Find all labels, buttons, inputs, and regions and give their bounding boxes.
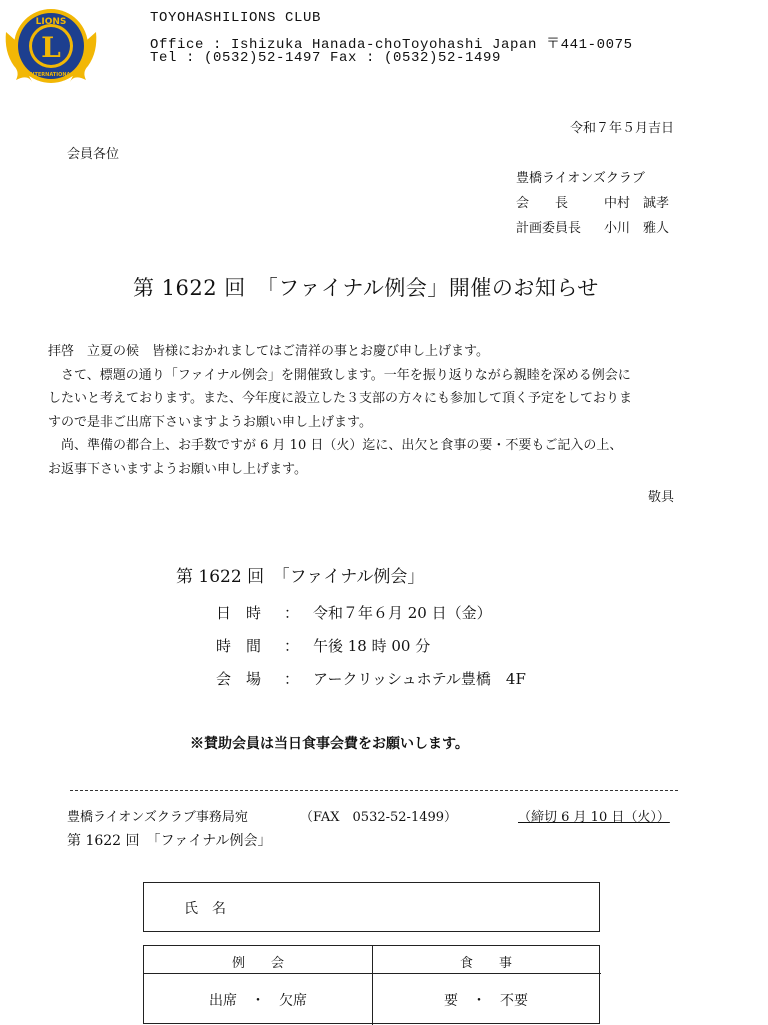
body-line: さて、標題の通り「ファイナル例会」を開催致します。一年を振り返りながら親睦を深める例会に	[48, 367, 631, 383]
date-value: 令和７年６月 20 日（金）	[313, 604, 492, 622]
time-value: 午後 18 時 00 分	[313, 637, 431, 655]
attendance-table	[143, 945, 600, 1024]
lions-logo	[2, 2, 100, 90]
meal-header: 食 事	[459, 956, 512, 971]
logo-top-text: LIONS	[35, 17, 67, 27]
name-field[interactable]	[143, 882, 600, 932]
name-label: 氏 名	[184, 901, 226, 917]
event-heading: 第 1622 回 「ファイナル例会」	[176, 567, 425, 587]
meal-options[interactable]: 要 ・ 不要	[444, 993, 528, 1009]
reply-deadline: （締切 6 月 10 日（火））	[518, 810, 670, 825]
event-note: ※賛助会員は当日食事会費をお願いします。	[190, 736, 469, 752]
meeting-header: 例 会	[231, 956, 284, 971]
body-line: 拝啓 立夏の候 皆様におかれましてはご清祥の事とお慶び申し上げます。	[48, 344, 489, 359]
letter-body	[48, 340, 632, 481]
lions-emblem-icon	[2, 2, 100, 90]
office-address: Office : Ishizuka Hanada-choToyohashi Japan 〒441-0075	[150, 37, 633, 53]
club-name: TOYOHASHILIONS CLUB	[150, 10, 322, 26]
date-colon: ：	[284, 604, 300, 622]
logo-letter: L	[41, 31, 61, 64]
cut-line	[70, 790, 678, 791]
logo-bottom-text: INTERNATIONAL	[28, 72, 74, 78]
reply-addressee: 豊橋ライオンズクラブ事務局宛	[67, 810, 248, 825]
body-line: すので是非ご出席下さいますようお願い申し上げます。	[48, 414, 372, 430]
body-line: お返事下さいますようお願い申し上げます。	[48, 461, 307, 477]
recipient: 会員各位	[67, 147, 120, 162]
time-label: 時 間	[216, 637, 262, 655]
reply-heading: 第 1622 回 「ファイナル例会」	[67, 833, 272, 849]
reply-fax: （FAX 0532-52-1499）	[300, 810, 458, 825]
time-colon: ：	[284, 637, 300, 655]
date-label: 日 時	[216, 604, 262, 622]
president-name: 中村 誠孝	[604, 196, 670, 211]
page-title: 第 1622 回 「ファイナル例会」開催のお知らせ	[133, 276, 599, 300]
letter-date: 令和７年５月吉日	[569, 121, 674, 136]
venue-value: アークリッシュホテル豊橋 4F	[313, 670, 526, 688]
body-line: 尚、準備の都合上、お手数ですが 6 月 10 日（火）迄に、出欠と食事の要・不要もご記入の上、	[48, 438, 623, 453]
venue-label: 会 場	[216, 670, 262, 688]
tel-fax: Tel : (0532)52-1497 Fax : (0532)52-1499	[150, 50, 502, 66]
sender-org: 豊橋ライオンズクラブ	[516, 171, 645, 186]
meeting-options[interactable]: 出席 ・ 欠席	[209, 993, 307, 1009]
president-role: 会 長	[516, 196, 569, 211]
planning-role: 計画委員長	[516, 221, 582, 236]
body-line: したいと考えております。また、今年度に設立した３支部の方々にも参加して頂く予定をしておりま	[48, 391, 632, 406]
venue-colon: ：	[284, 670, 300, 688]
planning-name: 小川 雅人	[604, 221, 670, 236]
table-divider	[144, 973, 601, 974]
closing: 敬具	[647, 490, 674, 505]
